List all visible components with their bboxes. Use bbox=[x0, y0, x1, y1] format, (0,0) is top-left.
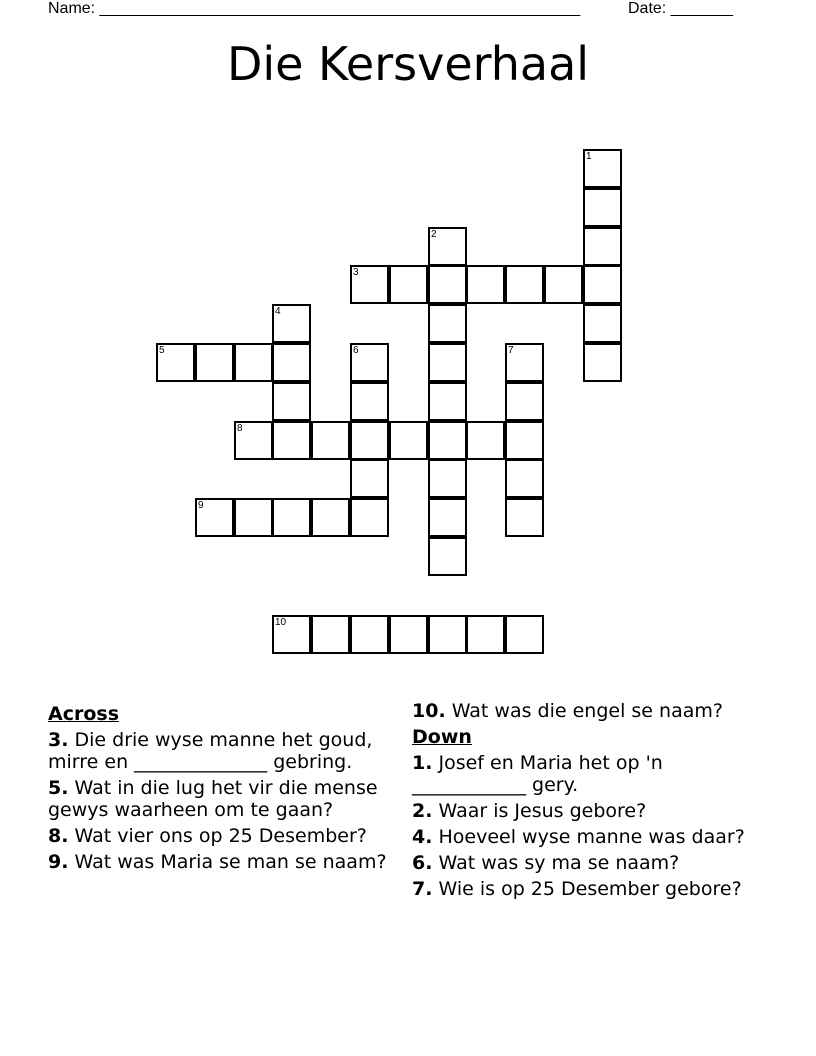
crossword-cell[interactable] bbox=[389, 421, 428, 460]
clue-item-text: Waar is Jesus gebore? bbox=[432, 800, 647, 822]
clue-item-text: Wat in die lug het vir die mense gewys waarheen om te gaan? bbox=[48, 777, 378, 821]
clues-left-column bbox=[48, 700, 388, 877]
crossword-cell[interactable] bbox=[428, 265, 467, 304]
crossword-cell[interactable] bbox=[311, 498, 350, 537]
clue-item bbox=[48, 729, 388, 773]
crossword-cell[interactable] bbox=[195, 498, 234, 537]
clue-item-text: Die drie wyse manne het goud, mirre en ______________ gebring. bbox=[48, 729, 373, 773]
crossword-cell[interactable] bbox=[350, 421, 389, 460]
crossword-cell[interactable] bbox=[350, 382, 389, 421]
down-clue-list bbox=[412, 752, 772, 900]
clue-item-text: Wie is op 25 Desember gebore? bbox=[432, 878, 742, 900]
clue-item-number: 4. bbox=[412, 826, 433, 848]
crossword-cell[interactable] bbox=[428, 382, 467, 421]
clue-number: 4 bbox=[275, 306, 281, 317]
crossword-cell[interactable] bbox=[428, 498, 467, 537]
crossword-cell[interactable] bbox=[234, 498, 273, 537]
crossword-cell[interactable] bbox=[272, 615, 311, 654]
crossword-cell[interactable] bbox=[311, 421, 350, 460]
clue-number: 9 bbox=[198, 500, 204, 511]
clue-item-number: 6. bbox=[412, 852, 433, 874]
crossword-cell[interactable] bbox=[311, 615, 350, 654]
crossword-cell[interactable] bbox=[428, 615, 467, 654]
crossword-cell[interactable] bbox=[505, 265, 544, 304]
clue-item bbox=[48, 825, 388, 847]
clue-item-text: Wat was Maria se man se naam? bbox=[68, 851, 387, 873]
crossword-cell[interactable] bbox=[350, 265, 389, 304]
crossword-cell[interactable] bbox=[505, 615, 544, 654]
crossword-cell[interactable] bbox=[583, 343, 622, 382]
clue-item-number: 2. bbox=[412, 800, 433, 822]
clue-number: 10 bbox=[275, 617, 287, 628]
clue-item-number: 3. bbox=[48, 729, 69, 751]
crossword-cell[interactable] bbox=[505, 459, 544, 498]
crossword-cell[interactable] bbox=[195, 343, 234, 382]
name-field[interactable]: Name: ______________________________________________________ bbox=[48, 0, 581, 17]
crossword-cell[interactable] bbox=[234, 421, 273, 460]
clue-item-number: 7. bbox=[412, 878, 433, 900]
clue-item-number: 5. bbox=[48, 777, 69, 799]
page-title: Die Kersverhaal bbox=[226, 37, 590, 91]
clue-item-text: Josef en Maria het op 'n ____________ gery. bbox=[412, 752, 663, 796]
crossword-cell[interactable] bbox=[428, 459, 467, 498]
crossword-cell[interactable] bbox=[583, 149, 622, 188]
crossword-cell[interactable] bbox=[272, 382, 311, 421]
clue-number: 8 bbox=[237, 423, 243, 434]
clue-number: 6 bbox=[353, 345, 359, 356]
crossword-cell[interactable] bbox=[234, 343, 273, 382]
crossword-cell[interactable] bbox=[583, 227, 622, 266]
crossword-cell[interactable] bbox=[505, 498, 544, 537]
clue-number: 2 bbox=[431, 229, 437, 240]
clue-number: 3 bbox=[353, 267, 359, 278]
clue-number: 1 bbox=[586, 151, 592, 162]
crossword-cell[interactable] bbox=[583, 265, 622, 304]
crossword-cell[interactable] bbox=[389, 265, 428, 304]
crossword-cell[interactable] bbox=[544, 265, 583, 304]
clue-item bbox=[412, 852, 772, 874]
clue-item bbox=[412, 800, 772, 822]
clue-item-number: 9. bbox=[48, 851, 69, 873]
clue-item-text: Wat was die engel se naam? bbox=[445, 700, 723, 722]
crossword-cell[interactable] bbox=[428, 537, 467, 576]
crossword-cell[interactable] bbox=[428, 304, 467, 343]
crossword-cell[interactable] bbox=[505, 382, 544, 421]
across-heading: Across bbox=[48, 703, 120, 725]
clue-item bbox=[48, 777, 388, 821]
clue-item bbox=[48, 851, 388, 873]
across-clue-list-continued bbox=[412, 700, 772, 722]
crossword-cell[interactable] bbox=[466, 615, 505, 654]
crossword-cell[interactable] bbox=[428, 421, 467, 460]
date-field[interactable]: Date: _______ bbox=[628, 0, 733, 17]
clue-item-number: 10. bbox=[412, 700, 446, 722]
clue-item bbox=[412, 878, 772, 900]
clue-item-text: Wat vier ons op 25 Desember? bbox=[68, 825, 367, 847]
clue-item-number: 8. bbox=[48, 825, 69, 847]
crossword-cell[interactable] bbox=[272, 343, 311, 382]
clue-item bbox=[412, 826, 772, 848]
crossword-cell[interactable] bbox=[583, 304, 622, 343]
clue-item-text: Wat was sy ma se naam? bbox=[432, 852, 680, 874]
across-clue-list bbox=[48, 729, 388, 873]
clue-number: 5 bbox=[159, 345, 165, 356]
crossword-cell[interactable] bbox=[505, 421, 544, 460]
clue-item-text: Hoeveel wyse manne was daar? bbox=[432, 826, 745, 848]
crossword-cell[interactable] bbox=[428, 343, 467, 382]
crossword-cell[interactable] bbox=[389, 615, 428, 654]
crossword-cell[interactable] bbox=[272, 304, 311, 343]
crossword-cell[interactable] bbox=[272, 498, 311, 537]
down-heading: Down bbox=[412, 726, 472, 748]
clues-right-column bbox=[412, 700, 772, 904]
crossword-cell[interactable] bbox=[156, 343, 195, 382]
crossword-cell[interactable] bbox=[466, 421, 505, 460]
clue-item bbox=[412, 700, 772, 722]
crossword-cell[interactable] bbox=[583, 188, 622, 227]
clue-item bbox=[412, 752, 772, 796]
crossword-cell[interactable] bbox=[466, 265, 505, 304]
crossword-cell[interactable] bbox=[272, 421, 311, 460]
clue-number: 7 bbox=[508, 345, 514, 356]
clue-item-number: 1. bbox=[412, 752, 433, 774]
crossword-cell[interactable] bbox=[350, 459, 389, 498]
crossword-cell[interactable] bbox=[350, 343, 389, 382]
crossword-cell[interactable] bbox=[428, 227, 467, 266]
crossword-cell[interactable] bbox=[350, 615, 389, 654]
crossword-cell[interactable] bbox=[505, 343, 544, 382]
crossword-cell[interactable] bbox=[350, 498, 389, 537]
